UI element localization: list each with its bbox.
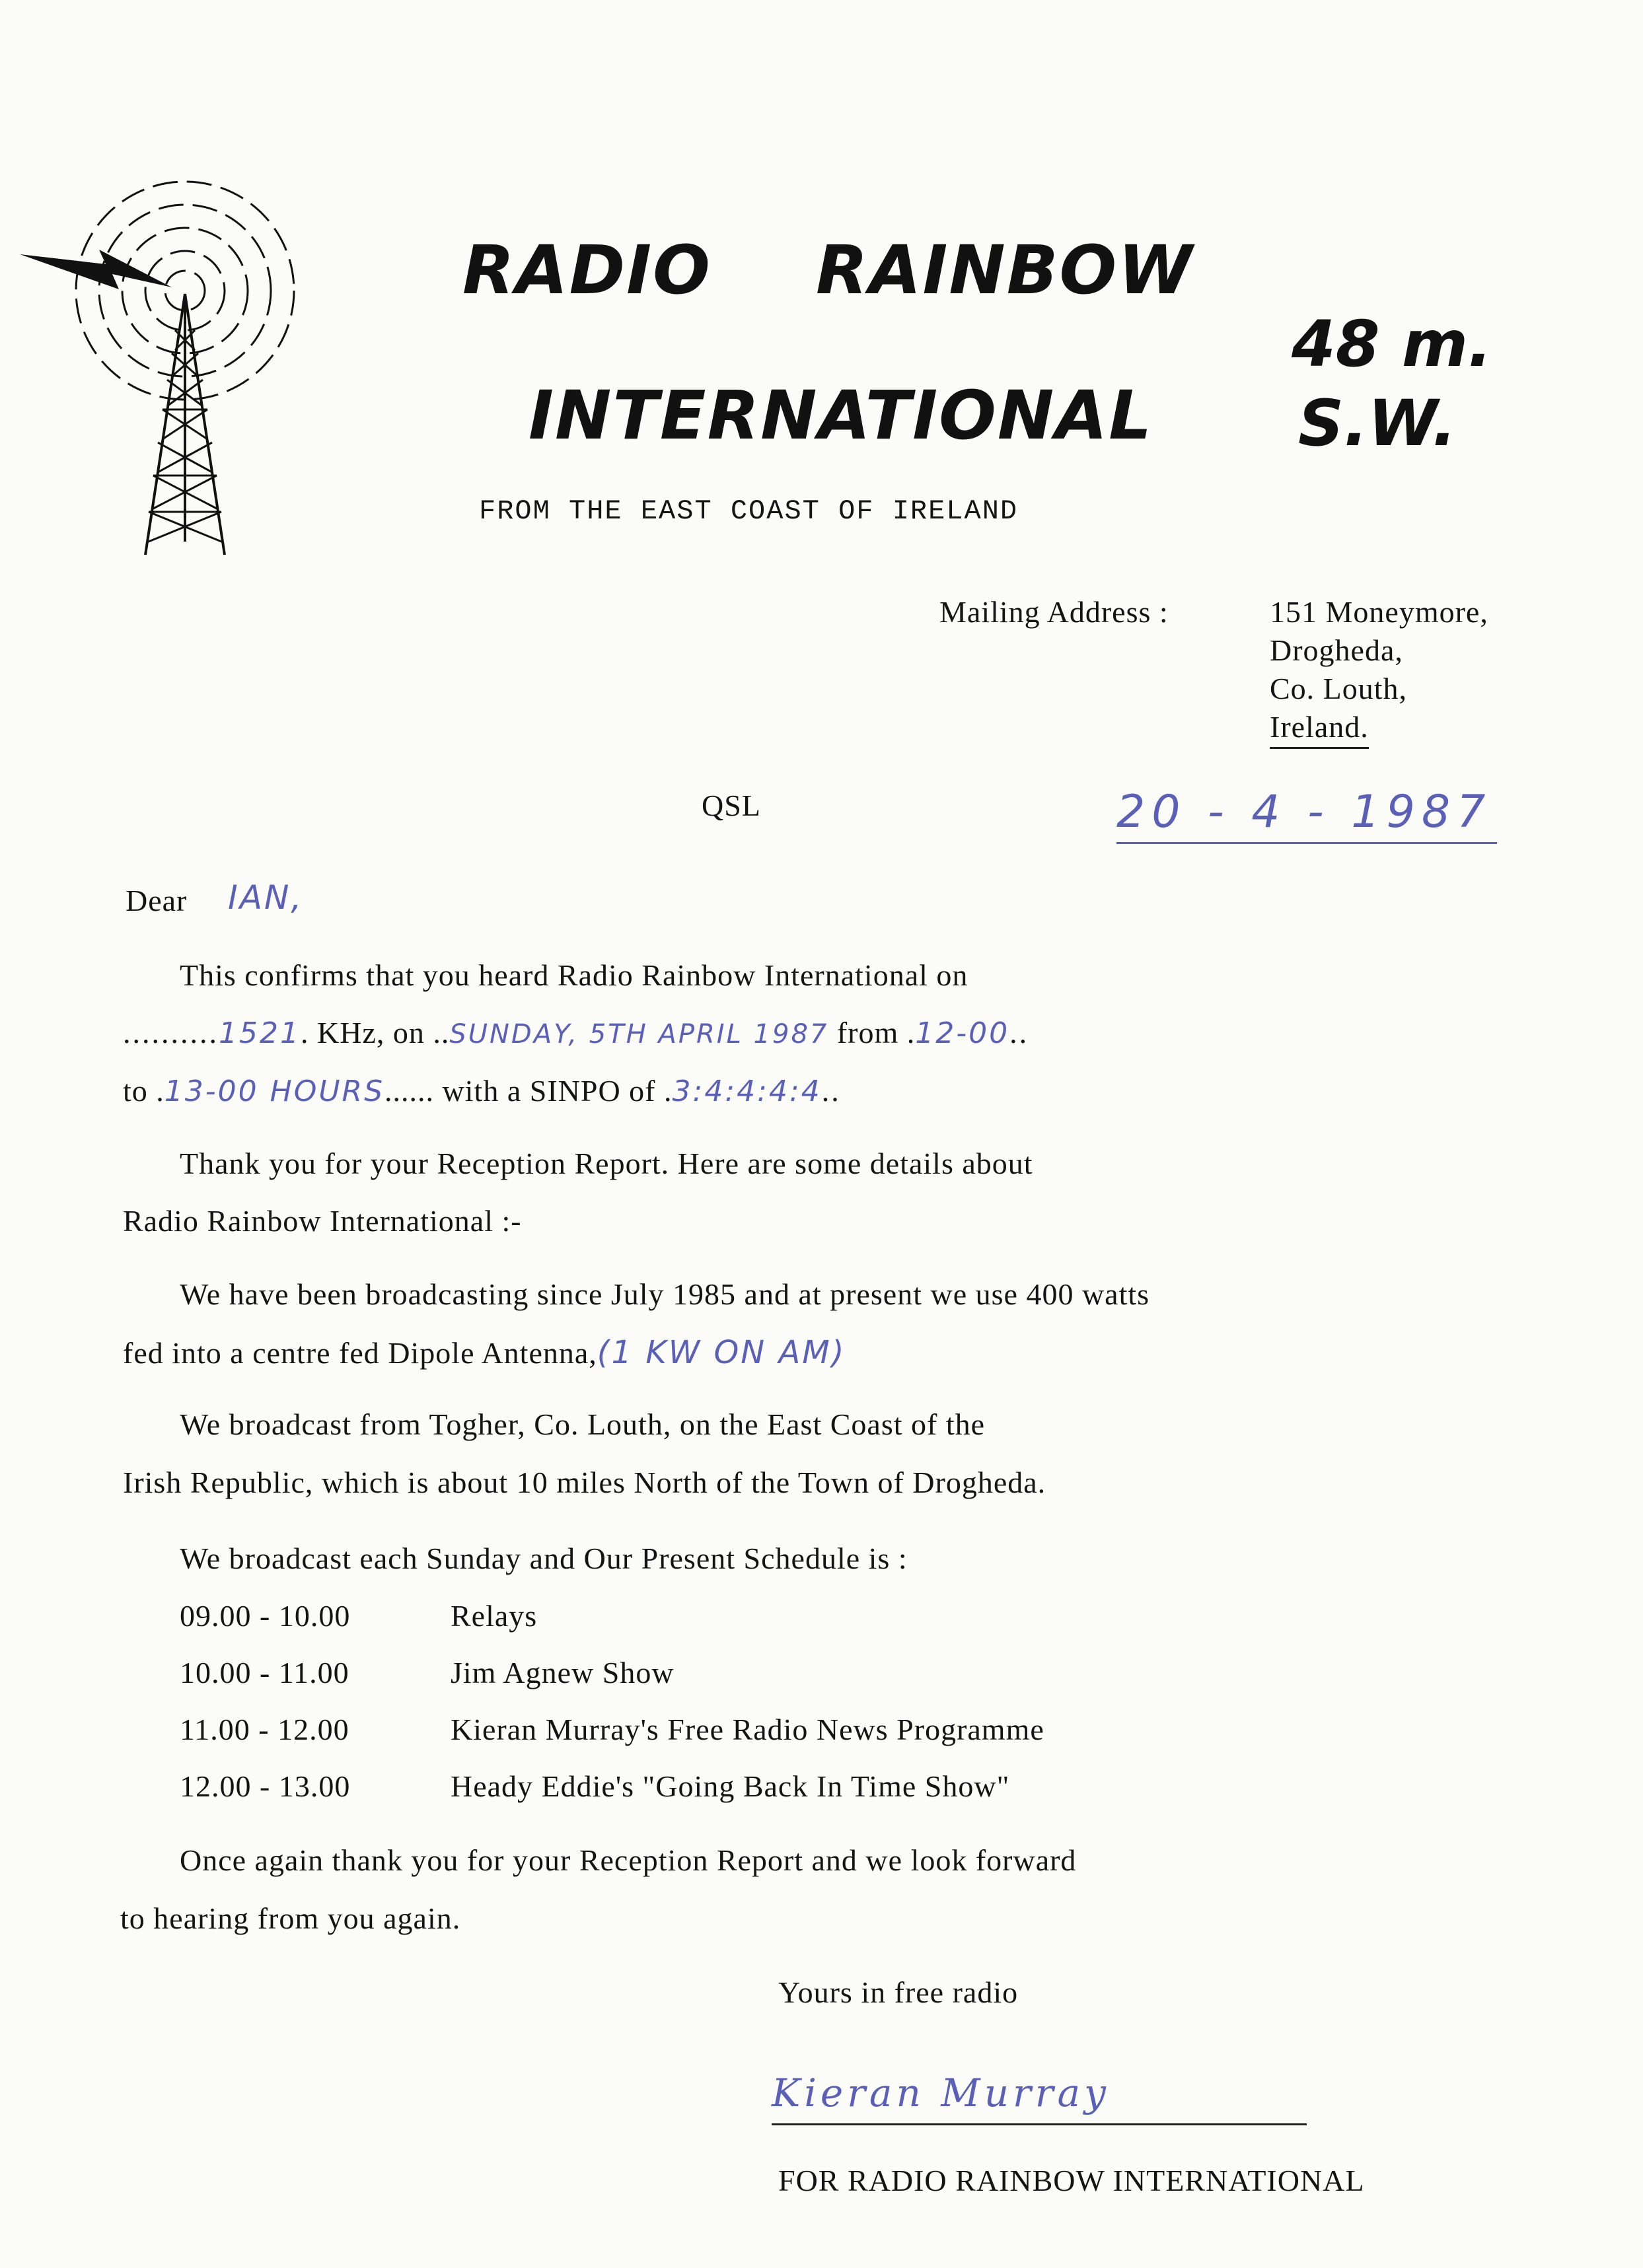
schedule-time: 12.00 - 13.00 (180, 1769, 351, 1803)
schedule-time: 10.00 - 11.00 (180, 1656, 349, 1689)
location-line-2: Irish Republic, which is about 10 miles North of the Town of Drogheda. (123, 1466, 1046, 1499)
day-value: SUNDAY, 5TH APRIL 1987 (449, 1019, 829, 1049)
qsl-date: 20 - 4 - 1987 (1116, 786, 1497, 844)
schedule-row (180, 1655, 675, 1690)
schedule-time: 11.00 - 12.00 (180, 1713, 349, 1746)
schedule-show: Relays (451, 1599, 538, 1633)
frequency-value: 1521 (219, 1016, 301, 1050)
fill-dots: .. (1009, 1016, 1029, 1049)
signoff: Yours in free radio (778, 1975, 1019, 2009)
station-name-international: INTERNATIONAL (529, 376, 1153, 455)
time-to-value: 13-00 HOURS (164, 1075, 385, 1108)
khz-label: . KHz, on .. (300, 1016, 450, 1049)
address-line-1: 151 Moneymore, (1270, 595, 1488, 629)
salutation: Dear (126, 884, 188, 917)
schedule-show: Jim Agnew Show (451, 1656, 675, 1689)
schedule-intro: We broadcast each Sunday and Our Present Schedule is : (180, 1542, 908, 1575)
thanks-line-2: Radio Rainbow International :- (123, 1204, 522, 1238)
band-shortwave: S.W. (1298, 386, 1457, 460)
radio-tower-icon (13, 172, 317, 568)
location-line-1: We broadcast from Togher, Co. Louth, on the East Coast of the (180, 1407, 986, 1441)
schedule-row (180, 1712, 1044, 1747)
broadcast-line-1: We have been broadcasting since July 1985 and at present we use 400 watts (180, 1277, 1150, 1311)
from-label: from . (836, 1016, 916, 1049)
schedule-show: Heady Eddie's "Going Back In Time Show" (451, 1769, 1010, 1803)
sinpo-label: ...... with a SINPO of . (384, 1074, 673, 1108)
fill-dots: .. (821, 1074, 841, 1108)
time-from-value: 12-00 (915, 1016, 1010, 1050)
station-name-rainbow: RAINBOW (816, 231, 1194, 310)
address-line-3: Co. Louth, (1270, 672, 1408, 705)
signatory: FOR RADIO RAINBOW INTERNATIONAL (778, 2164, 1365, 2197)
closing-line-2: to hearing from you again. (120, 1901, 461, 1935)
recipient-name: IAN, (228, 878, 304, 917)
antenna-text: fed into a centre fed Dipole Antenna, (123, 1336, 597, 1370)
signature (772, 2071, 1307, 2125)
closing-line-1: Once again thank you for your Reception Report and we look forward (180, 1843, 1077, 1877)
to-label: to . (123, 1074, 164, 1108)
sinpo-value: 3:4:4:4:4 (672, 1075, 822, 1108)
thanks-line-1: Thank you for your Reception Report. Here are some details about (180, 1147, 1033, 1180)
band-wavelength: 48 m. (1292, 307, 1492, 381)
power-note: (1 KW ON AM) (597, 1334, 846, 1371)
tagline: FROM THE EAST COAST OF IRELAND (479, 495, 1019, 527)
qsl-label: QSL (702, 789, 761, 822)
reception-time-row (123, 1073, 841, 1108)
fill-dots: .......... (123, 1016, 219, 1049)
address-line-2: Drogheda, (1270, 633, 1403, 667)
broadcast-line-2 (123, 1334, 846, 1371)
schedule-row (180, 1598, 537, 1633)
confirm-line-1: This confirms that you heard Radio Rainbow International on (180, 958, 968, 992)
schedule-row (180, 1769, 1009, 1804)
reception-details-row (123, 1015, 1029, 1050)
signature-text: Kieran Murray (772, 2071, 1110, 2115)
schedule-show: Kieran Murray's Free Radio News Programme (451, 1713, 1044, 1746)
address-label: Mailing Address : (939, 595, 1169, 629)
schedule-time: 09.00 - 10.00 (180, 1599, 351, 1633)
address-line-4: Ireland. (1270, 709, 1369, 749)
station-name-radio: RADIO (462, 231, 712, 310)
